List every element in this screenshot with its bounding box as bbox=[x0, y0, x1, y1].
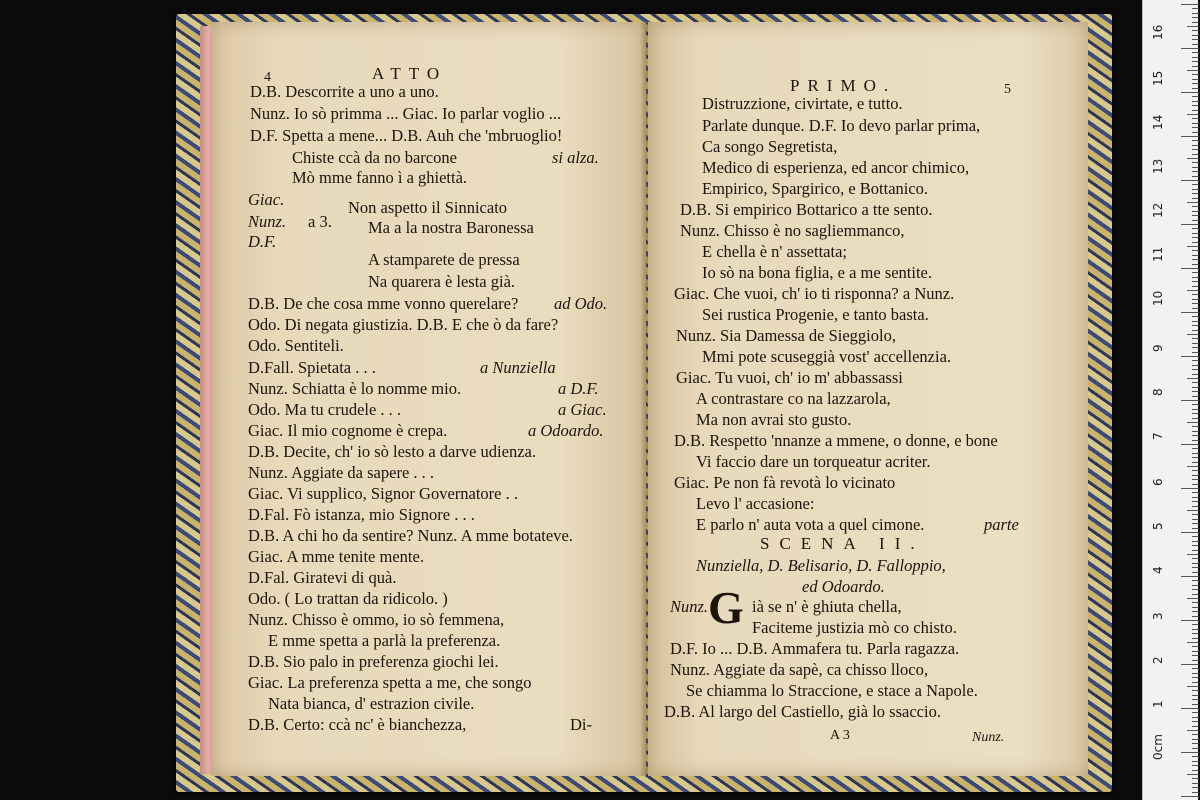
ruler-label: 7 bbox=[1151, 432, 1165, 440]
ruler-tick bbox=[1181, 136, 1199, 137]
text-line: D.B. Si empirico Bottarico a tte sento. bbox=[680, 200, 933, 219]
ruler-tick bbox=[1192, 132, 1199, 133]
ruler-tick bbox=[1192, 154, 1199, 155]
ruler-tick bbox=[1192, 325, 1199, 326]
ruler-tick bbox=[1192, 101, 1199, 102]
ruler-tick bbox=[1192, 167, 1199, 168]
text-line: Nunz. Io sò primma ... Giac. Io parlar voglio ... bbox=[250, 104, 562, 123]
ruler-tick bbox=[1192, 347, 1199, 348]
speaker-label: Nunz. bbox=[248, 212, 287, 231]
text-line: Giac. A mme tenite mente. bbox=[248, 547, 424, 566]
text-line: Nunz. Aggiate da sapè, ca chisso lloco, bbox=[670, 660, 928, 679]
text-line: Empirico, Spargirico, e Bottanico. bbox=[702, 179, 929, 198]
text-line: Mò mme fanno ì a ghiettà. bbox=[292, 168, 468, 187]
text-line: ià se n' è ghiuta chella, bbox=[752, 597, 902, 616]
ruler-tick bbox=[1192, 563, 1199, 564]
ruler-label: 8 bbox=[1151, 388, 1165, 396]
ruler-tick bbox=[1192, 655, 1199, 656]
ruler-tick bbox=[1187, 202, 1199, 203]
speaker-label: D.F. bbox=[248, 232, 277, 251]
ruler-tick bbox=[1192, 607, 1199, 608]
text-line: Ma a la nostra Baronessa bbox=[368, 218, 534, 237]
ruler-tick bbox=[1181, 664, 1199, 665]
ruler-tick bbox=[1192, 308, 1199, 309]
ruler-label: 1 bbox=[1151, 700, 1165, 708]
ruler-tick bbox=[1192, 52, 1199, 53]
ruler-tick bbox=[1192, 277, 1199, 278]
ruler-tick bbox=[1192, 475, 1199, 476]
ruler-tick bbox=[1192, 611, 1199, 612]
ruler-tick bbox=[1192, 206, 1199, 207]
text-line: Ca songo Segretista, bbox=[702, 137, 838, 156]
text-line: Parlate dunque. D.F. Io devo parlar prima, bbox=[702, 116, 981, 135]
ruler-tick bbox=[1181, 488, 1199, 489]
ruler-label: 5 bbox=[1151, 522, 1165, 530]
ruler-tick bbox=[1192, 330, 1199, 331]
text-line: Chiste ccà da no barcone bbox=[292, 148, 457, 167]
ruler-tick bbox=[1192, 448, 1199, 449]
text-line: Nunz. Chisso è no sagliemmanco, bbox=[680, 221, 905, 240]
ruler-tick bbox=[1192, 589, 1199, 590]
text-line: Io sò na bona figlia, e a me sentite. bbox=[702, 263, 933, 282]
text-line: D.B. Certo: ccà nc' è bianchezza, bbox=[248, 715, 467, 734]
ruler-label: 11 bbox=[1151, 246, 1165, 262]
text-line: D.B. Decite, ch' io sò lesto a darve udienza. bbox=[248, 442, 536, 461]
ruler-label: 2 bbox=[1151, 656, 1165, 664]
ruler-tick bbox=[1192, 22, 1199, 23]
catchword: Nunz. bbox=[972, 730, 1005, 745]
ruler-tick bbox=[1181, 752, 1199, 753]
ruler-tick bbox=[1192, 580, 1199, 581]
ruler-tick bbox=[1192, 39, 1199, 40]
ruler-tick bbox=[1192, 704, 1199, 705]
ruler-tick bbox=[1192, 756, 1199, 757]
text-line: D.F. Spetta a mene... D.B. Auh che 'mbruoglio! bbox=[250, 126, 563, 145]
ruler-tick bbox=[1192, 783, 1199, 784]
ruler-tick bbox=[1192, 57, 1199, 58]
ruler-tick bbox=[1192, 506, 1199, 507]
ruler-tick bbox=[1192, 501, 1199, 502]
ruler-tick bbox=[1181, 708, 1199, 709]
ruler-tick bbox=[1181, 4, 1199, 5]
ruler-tick bbox=[1187, 158, 1199, 159]
ruler-tick bbox=[1181, 796, 1199, 797]
text-line: Na quarera è lesta già. bbox=[368, 272, 516, 291]
ruler-tick bbox=[1181, 268, 1199, 269]
ruler-tick bbox=[1192, 396, 1199, 397]
ruler-tick bbox=[1192, 712, 1199, 713]
stage-direction: a D.F. bbox=[558, 379, 599, 398]
ruler-tick bbox=[1192, 61, 1199, 62]
ruler-tick bbox=[1192, 343, 1199, 344]
ruler-tick bbox=[1192, 189, 1199, 190]
ruler-label: 16 bbox=[1151, 24, 1165, 40]
ruler-tick bbox=[1187, 290, 1199, 291]
ruler-tick bbox=[1187, 598, 1199, 599]
ruler-tick bbox=[1192, 149, 1199, 150]
ruler-tick bbox=[1192, 13, 1199, 14]
ruler-tick bbox=[1192, 717, 1199, 718]
stage-direction: a Nunziella bbox=[480, 358, 556, 377]
ruler-tick bbox=[1192, 299, 1199, 300]
ruler-tick bbox=[1187, 334, 1199, 335]
ruler-tick bbox=[1192, 387, 1199, 388]
left-page bbox=[212, 22, 646, 776]
scene-heading: SCENA II. bbox=[760, 534, 925, 553]
right-page bbox=[648, 22, 1088, 776]
ruler-tick bbox=[1187, 26, 1199, 27]
ruler-tick bbox=[1192, 193, 1199, 194]
ruler-tick bbox=[1192, 79, 1199, 80]
text-line: A stamparete de pressa bbox=[368, 250, 520, 269]
ruler-tick bbox=[1192, 66, 1199, 67]
ruler-tick bbox=[1192, 726, 1199, 727]
ruler-tick bbox=[1187, 510, 1199, 511]
text-line: Nunz. Schiatta è lo nomme mio. bbox=[248, 379, 462, 398]
page-number: 4 bbox=[264, 70, 271, 85]
text-line: Se chiamma lo Straccione, e stace a Napole. bbox=[686, 681, 978, 700]
ruler-tick bbox=[1187, 114, 1199, 115]
ruler-tick bbox=[1192, 668, 1199, 669]
ruler-tick bbox=[1192, 739, 1199, 740]
ruler-tick bbox=[1181, 576, 1199, 577]
ruler-tick bbox=[1192, 242, 1199, 243]
ruler-tick bbox=[1192, 616, 1199, 617]
ruler-tick bbox=[1192, 646, 1199, 647]
ruler-tick bbox=[1192, 761, 1199, 762]
ruler-tick bbox=[1192, 365, 1199, 366]
text-line: Nunz. Chisso è ommo, io sò femmena, bbox=[248, 610, 505, 629]
ruler-tick bbox=[1192, 74, 1199, 75]
ruler-tick bbox=[1192, 96, 1199, 97]
ruler-tick bbox=[1192, 215, 1199, 216]
ruler-tick bbox=[1192, 17, 1199, 18]
ruler-tick bbox=[1192, 321, 1199, 322]
ruler-tick bbox=[1192, 391, 1199, 392]
ruler-tick bbox=[1192, 550, 1199, 551]
ruler-label: 6 bbox=[1151, 478, 1165, 486]
ruler-tick bbox=[1192, 660, 1199, 661]
ruler-tick bbox=[1187, 730, 1199, 731]
ruler-tick bbox=[1192, 418, 1199, 419]
text-line: D.Fal. Giratevi di quà. bbox=[248, 568, 397, 587]
stage-direction: a Odoardo. bbox=[528, 421, 604, 440]
text-line: D.F. Io ... D.B. Ammafera tu. Parla ragazza. bbox=[670, 639, 960, 658]
ruler-tick bbox=[1192, 171, 1199, 172]
ruler-tick bbox=[1192, 492, 1199, 493]
text-line: D.B. A chi ho da sentire? Nunz. A mme botateve. bbox=[248, 526, 573, 545]
ruler-tick bbox=[1192, 316, 1199, 317]
text-line: D.B. Descorrite a uno a uno. bbox=[250, 82, 439, 101]
ruler-tick bbox=[1192, 633, 1199, 634]
ruler-tick bbox=[1192, 677, 1199, 678]
ruler-tick bbox=[1192, 369, 1199, 370]
ruler-tick bbox=[1187, 554, 1199, 555]
ruler-tick bbox=[1192, 30, 1199, 31]
ruler-tick bbox=[1192, 673, 1199, 674]
ruler-tick bbox=[1192, 272, 1199, 273]
ruler-tick bbox=[1187, 422, 1199, 423]
text-line: Giac. Pe non fà revotà lo vicinato bbox=[674, 473, 896, 492]
ruler-label: 12 bbox=[1151, 202, 1165, 218]
ruler-tick bbox=[1192, 303, 1199, 304]
ruler-tick bbox=[1192, 233, 1199, 234]
stage-direction: parte bbox=[984, 515, 1019, 534]
ruler-label: 0cm bbox=[1151, 734, 1165, 760]
ruler-tick bbox=[1192, 558, 1199, 559]
ruler-tick bbox=[1192, 237, 1199, 238]
ruler-tick bbox=[1192, 440, 1199, 441]
ruler-tick bbox=[1192, 545, 1199, 546]
ruler-tick bbox=[1192, 184, 1199, 185]
ruler-tick bbox=[1187, 774, 1199, 775]
ruler-tick bbox=[1192, 118, 1199, 119]
text-line: Giac. Vi supplico, Signor Governatore . . bbox=[248, 484, 518, 503]
ruler-tick bbox=[1187, 70, 1199, 71]
text-line: Giac. Il mio cognome è crepa. bbox=[248, 421, 448, 440]
stage-direction: si alza. bbox=[552, 148, 599, 167]
stage-direction: a Giac. bbox=[558, 400, 607, 419]
ruler-tick bbox=[1192, 409, 1199, 410]
ruler-label: 15 bbox=[1151, 70, 1165, 86]
text-line: Odo. ( Lo trattan da ridicolo. ) bbox=[248, 589, 448, 608]
ruler-tick bbox=[1192, 250, 1199, 251]
ruler-tick bbox=[1187, 246, 1199, 247]
ruler-tick bbox=[1192, 519, 1199, 520]
text-line: E chella è n' assettata; bbox=[702, 242, 847, 261]
speaker-label: Nunz. bbox=[670, 597, 709, 616]
text-line: E mme spetta a parlà la preferenza. bbox=[268, 631, 501, 650]
text-line: Mmi pote scuseggià vost' accellenzia. bbox=[702, 347, 952, 366]
catchword: Di- bbox=[570, 715, 592, 734]
text-line: Ma non avrai sto gusto. bbox=[696, 410, 852, 429]
ruler-tick bbox=[1192, 514, 1199, 515]
speaker-label: Giac. bbox=[248, 190, 285, 209]
text-line: Giac. Tu vuoi, ch' io m' abbassassi bbox=[676, 368, 903, 387]
ruler-label: 9 bbox=[1151, 344, 1165, 352]
text-line: Medico di esperienza, ed ancor chimico, bbox=[702, 158, 970, 177]
text-line: D.Fal. Fò istanza, mio Signore . . . bbox=[248, 505, 475, 524]
ruler-tick bbox=[1192, 162, 1199, 163]
ruler-tick bbox=[1192, 624, 1199, 625]
ruler-tick bbox=[1192, 453, 1199, 454]
ruler-tick bbox=[1192, 211, 1199, 212]
measurement-ruler bbox=[1142, 0, 1198, 800]
ruler-tick bbox=[1192, 770, 1199, 771]
ruler-tick bbox=[1192, 536, 1199, 537]
ruler-tick bbox=[1192, 88, 1199, 89]
ruler-tick bbox=[1181, 400, 1199, 401]
ruler-tick bbox=[1192, 264, 1199, 265]
page-number: 5 bbox=[1004, 82, 1011, 97]
ruler-tick bbox=[1192, 145, 1199, 146]
ruler-tick bbox=[1192, 382, 1199, 383]
ruler-tick bbox=[1192, 734, 1199, 735]
ruler-tick bbox=[1187, 466, 1199, 467]
text-line: Faciteme justizia mò co chisto. bbox=[752, 618, 957, 637]
ruler-tick bbox=[1192, 457, 1199, 458]
text-line: Distruzzione, civirtate, e tutto. bbox=[702, 94, 903, 113]
ruler-tick bbox=[1192, 83, 1199, 84]
ruler-tick bbox=[1192, 792, 1199, 793]
ruler-tick bbox=[1192, 567, 1199, 568]
ruler-tick bbox=[1181, 444, 1199, 445]
ruler-tick bbox=[1192, 572, 1199, 573]
text-line: Giac. Che vuoi, ch' io ti risponna? a Nunz. bbox=[674, 284, 955, 303]
ruler-tick bbox=[1192, 585, 1199, 586]
text-line: Non aspetto il Sinnicato bbox=[348, 198, 508, 217]
ruler-tick bbox=[1192, 497, 1199, 498]
ruler-label: 13 bbox=[1151, 158, 1165, 174]
ruler-tick bbox=[1192, 787, 1199, 788]
ruler-tick bbox=[1192, 435, 1199, 436]
ruler-tick bbox=[1192, 638, 1199, 639]
ruler-tick bbox=[1181, 356, 1199, 357]
ruler-tick bbox=[1192, 281, 1199, 282]
text-line: Giac. La preferenza spetta a me, che songo bbox=[248, 673, 532, 692]
text-line: Vi faccio dare un torqueatur acriter. bbox=[696, 452, 931, 471]
ruler-tick bbox=[1192, 294, 1199, 295]
ruler-tick bbox=[1192, 8, 1199, 9]
ruler-tick bbox=[1192, 743, 1199, 744]
ruler-tick bbox=[1192, 682, 1199, 683]
character-list: ed Odoardo. bbox=[802, 577, 885, 596]
ruler-tick bbox=[1192, 286, 1199, 287]
ruler-tick bbox=[1192, 528, 1199, 529]
ruler-tick bbox=[1181, 180, 1199, 181]
running-header: PRIMO. bbox=[790, 76, 897, 95]
ruler-label: 14 bbox=[1151, 114, 1165, 130]
ruler-tick bbox=[1192, 479, 1199, 480]
ruler-tick bbox=[1181, 224, 1199, 225]
ruler-tick bbox=[1192, 123, 1199, 124]
ruler-tick bbox=[1192, 523, 1199, 524]
ruler-tick bbox=[1192, 541, 1199, 542]
ruler-tick bbox=[1192, 176, 1199, 177]
ruler-tick bbox=[1192, 198, 1199, 199]
ruler-tick bbox=[1192, 431, 1199, 432]
drop-cap: G bbox=[708, 582, 744, 633]
text-line: Nunz. Aggiate da sapere . . . bbox=[248, 463, 435, 482]
text-line: Odo. Ma tu crudele . . . bbox=[248, 400, 402, 419]
text-line: Levo l' accasione: bbox=[696, 494, 815, 513]
ruler-tick bbox=[1181, 620, 1199, 621]
ruler-tick bbox=[1192, 602, 1199, 603]
ruler-tick bbox=[1192, 629, 1199, 630]
ruler-tick bbox=[1192, 778, 1199, 779]
ruler-tick bbox=[1181, 48, 1199, 49]
text-line: Nata bianca, d' estrazion civile. bbox=[268, 694, 475, 713]
ruler-label: 4 bbox=[1151, 566, 1165, 574]
ruler-tick bbox=[1192, 352, 1199, 353]
signature-mark: A 3 bbox=[830, 728, 850, 743]
ruler-tick bbox=[1192, 110, 1199, 111]
text-line: Odo. Di negata giustizia. D.B. E che ò da fare? bbox=[248, 315, 559, 334]
ruler-tick bbox=[1192, 374, 1199, 375]
ruler-tick bbox=[1192, 594, 1199, 595]
ruler-tick bbox=[1192, 404, 1199, 405]
ruler-tick bbox=[1192, 721, 1199, 722]
ruler-tick bbox=[1192, 765, 1199, 766]
character-list: Nunziella, D. Belisario, D. Falloppio, bbox=[696, 556, 946, 575]
ruler-tick bbox=[1192, 338, 1199, 339]
ruler-label: 10 bbox=[1151, 290, 1165, 306]
text-line: D.B. De che cosa mme vonno querelare? bbox=[248, 294, 519, 313]
ruler-tick bbox=[1192, 699, 1199, 700]
running-header: ATTO bbox=[372, 64, 448, 83]
ruler-tick bbox=[1192, 220, 1199, 221]
text-line: Odo. Sentiteli. bbox=[248, 336, 344, 355]
ruler-tick bbox=[1192, 484, 1199, 485]
ruler-tick bbox=[1187, 686, 1199, 687]
ruler-tick bbox=[1181, 532, 1199, 533]
text-line: D.B. Sio palo in preferenza giochi lei. bbox=[248, 652, 499, 671]
text-line: D.Fall. Spietata . . . bbox=[248, 358, 376, 377]
ruler-tick bbox=[1192, 140, 1199, 141]
ruler-tick bbox=[1192, 690, 1199, 691]
ensemble-mark: a 3. bbox=[308, 212, 332, 231]
ruler-tick bbox=[1192, 259, 1199, 260]
stage-direction: ad Odo. bbox=[554, 294, 608, 313]
ruler-tick bbox=[1192, 426, 1199, 427]
ruler-tick bbox=[1192, 44, 1199, 45]
ruler-tick bbox=[1192, 228, 1199, 229]
ruler-tick bbox=[1192, 651, 1199, 652]
ruler-tick bbox=[1192, 695, 1199, 696]
ruler-tick bbox=[1181, 312, 1199, 313]
ruler-tick bbox=[1181, 92, 1199, 93]
ruler-tick bbox=[1192, 255, 1199, 256]
ruler-tick bbox=[1192, 748, 1199, 749]
ruler-tick bbox=[1187, 642, 1199, 643]
ruler-tick bbox=[1192, 462, 1199, 463]
text-line: Sei rustica Progenie, e tanto basta. bbox=[702, 305, 929, 324]
ruler-tick bbox=[1192, 360, 1199, 361]
ruler-tick bbox=[1192, 470, 1199, 471]
text-line: Nunz. Sia Damessa de Sieggiolo, bbox=[676, 326, 896, 345]
ruler-tick bbox=[1192, 127, 1199, 128]
ruler-tick bbox=[1187, 378, 1199, 379]
text-line: E parlo n' auta vota a quel cimone. bbox=[696, 515, 925, 534]
text-line: D.B. Respetto 'nnanze a mmene, o donne, e bone bbox=[674, 431, 998, 450]
ruler-label: 3 bbox=[1151, 612, 1165, 620]
text-line: D.B. Al largo del Castiello, già lo ssaccio. bbox=[664, 702, 941, 721]
ruler-tick bbox=[1192, 413, 1199, 414]
text-line: A contrastare co na lazzarola, bbox=[696, 389, 891, 408]
ruler-tick bbox=[1192, 35, 1199, 36]
ruler-tick bbox=[1192, 105, 1199, 106]
